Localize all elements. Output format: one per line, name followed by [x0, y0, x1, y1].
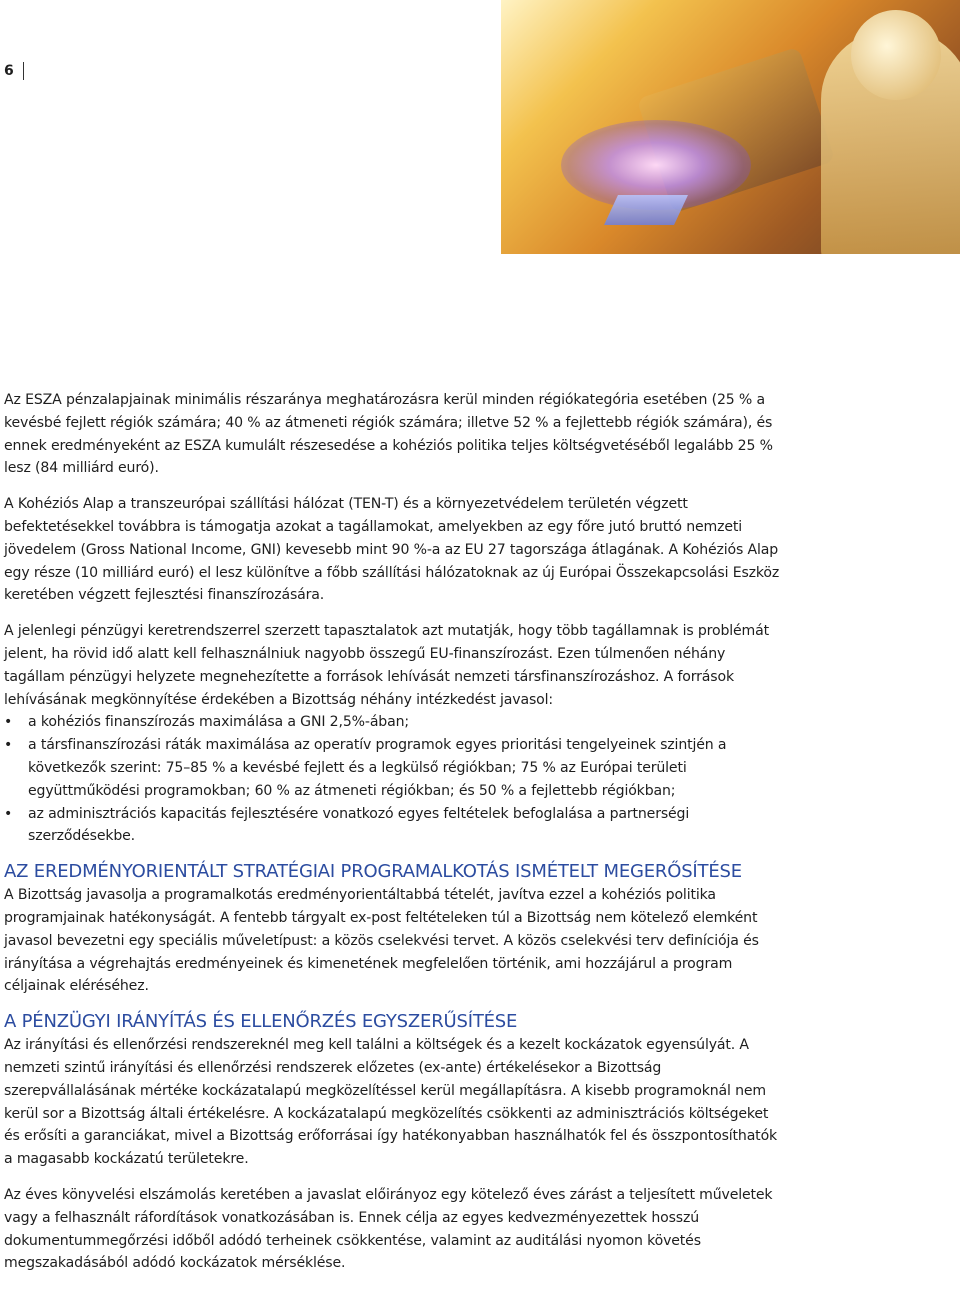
paragraph-financial-framework: A jelenlegi pénzügyi keretrendszerrel szerzett tapasztalatok azt mutatják, hogy több tagállamnak is problémát jelent, ha rövid idő alatt kell felhasználniuk nagyobb összegű EU-finanszírozást. Ezen túlmenően néhány tagállam pénzügyi helyzete megnehezítette a források lehívását nemzeti társfinanszírozáshoz. A források lehívásának megkönnyítése érdekében a Bizottság néhány intézkedést javasol: [4, 623, 769, 708]
laboratory-photo [501, 0, 960, 254]
paragraph-annual-accounts: Az éves könyvelési elszámolás keretében a javaslat előirányoz egy kötelező éves zárást a teljesített műveletek vagy a felhasznált ráfordítások vonatkozásában is. Ennek célja az egyes kedvezményezettek hosszú dokumentummegőrzési időből adódó terheinek csökkentése, valamint az auditálási nyomon követés megszakadásából adódó kockázatok mérséklése. [4, 1186, 773, 1272]
list-item: • a kohéziós finanszírozás maximálása a GNI 2,5%-ában; [4, 711, 780, 734]
list-item: • a társfinanszírozási ráták maximálása az operatív programok egyes prioritási tengelyeinek szintjén a következők szerint: 75–85 % a kevésbé fejlett és a legkülső régiókban; 75 % az Európai területi együttműködési programokban; 60 % az átmeneti régiókban; és 50 % a fejlettebb régiókban; [4, 734, 780, 802]
list-item: • az adminisztrációs kapacitás fejlesztésére vonatkozó egyes feltételek befoglalása a partnerségi szerződésekbe. [4, 803, 780, 849]
main-content [4, 389, 780, 1275]
section-heading-financial-management: A PÉNZÜGYI IRÁNYÍTÁS ÉS ELLENŐRZÉS EGYSZERŰSÍTÉSE [4, 1011, 518, 1033]
page-number: 6 [4, 62, 24, 80]
paragraph-cohesion-fund: A Kohéziós Alap a transzeurópai szállítási hálózat (TEN-T) és a környezetvédelem területén végzett befektetésekkel továbbra is támogatja azokat a tagállamokat, amelyekben az egy főre jutó bruttó nemzeti jövedelem (Gross National Income, GNI) kevesebb mint 90 %-a az EU 27 tagországa átlagának. A Kohéziós Alap egy része (10 milliárd euró) el lesz különítve a főbb szállítási hálózatoknak az új Európai Összekapcsolási Eszköz keretében végzett fejlesztési finanszírozására. [4, 496, 780, 604]
section-heading-programming: AZ EREDMÉNYORIENTÁLT STRATÉGIAI PROGRAMALKOTÁS ISMÉTELT MEGERŐSÍTÉSE [4, 861, 742, 883]
technician-hood [851, 10, 941, 100]
paragraph-esza: Az ESZA pénzalapjainak minimális részaránya meghatározásra kerül minden régiókategória esetében (25 % a kevésbé fejlett régiók számára; 40 % az átmeneti régiók számára; illetve 52 % a fejlettebb régiók számára), és ennek eredményeként az ESZA kumulált részesedése a kohéziós politika teljes költségvetéséből legalább 25 % lesz (84 milliárd euró). [4, 392, 773, 477]
screen-shape [604, 195, 688, 225]
paragraph-programming: A Bizottság javasolja a programalkotás eredményorientáltabbá tételét, javítva ezzel a kohéziós politika programjainak hatékonyságát. A fentebb tárgyalt ex-post feltételeken túl a Bizottság nem kötelező elemként javasol bevezetni egy speciális műveletípust: a közös cselekvési tervet. A közös cselekvési terv definíciója és irányítása a végrehajtás eredményeinek és kimenetének megfelelően történik, ami hozzájárul a program céljainak eléréséhez. [4, 887, 759, 995]
paragraph-control-systems: Az irányítási és ellenőrzési rendszereknél meg kell találni a költségek és a kezelt kockázatok egyensúlyát. A nemzeti szintű irányítási és ellenőrzési rendszerek előzetes (ex-ante) értékelésekor a Bizottság szerepvállalásának mértéke kockázatalapú megközelítéssel kerül megállapításra. A kisebb programoknál nem kerül sor a Bizottság általi értékelésre. A kockázatalapú megközelítés csökkenti az adminisztrációs költségeket és erősíti a garanciákat, mivel a Bizottság erőforrásai így hatékonyabban használhatók fel és összpontosíthatók a magasabb kockázatú területekre. [4, 1037, 778, 1168]
measures-list [4, 711, 780, 848]
